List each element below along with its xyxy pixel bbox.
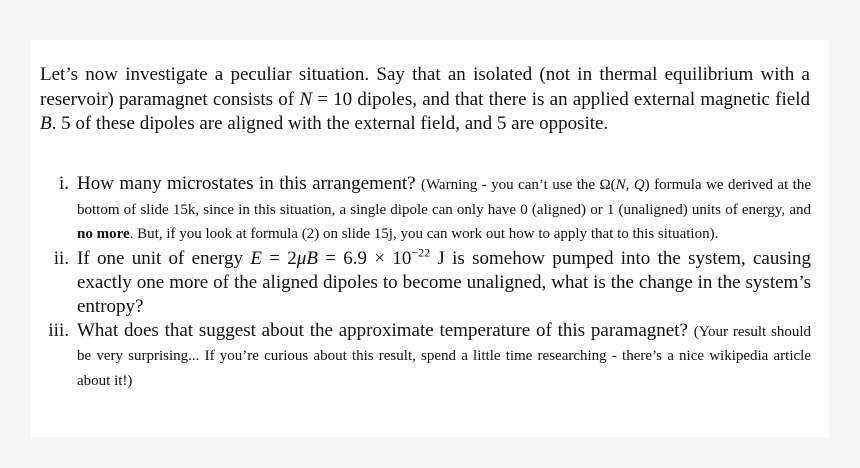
question-main: How many microstates in this arrangement?: [77, 173, 421, 194]
question-text: [77, 319, 811, 394]
question-iii: [31, 319, 811, 394]
question-number: i.: [58, 173, 69, 194]
bold-emphasis: no more: [77, 226, 130, 242]
math-E: E: [250, 247, 262, 269]
question-text: [77, 172, 811, 247]
question-note: (Warning - you can’t use the Ω(N, Q) formula we derived at the bottom of slide 15k, since in this situation, a single dipole can only have 0 (aligned) or 1 (unaligned) units of energy, and no more. But, if you look at formula (2) on slide 15j, you can work out how to apply that to this situation).: [77, 177, 812, 242]
intro-text-2: = 10 dipoles, and that there is an applied external magnetic field: [312, 88, 810, 110]
question-number: iii.: [48, 319, 69, 341]
question-number: ii.: [53, 247, 69, 269]
question-main: What does that suggest about the approximate temperature of this paramagnet?: [77, 319, 694, 341]
exponent: −22: [411, 245, 431, 260]
math-B: B: [40, 113, 52, 134]
question-list: [31, 172, 811, 393]
math-N: N: [299, 88, 313, 110]
question-i: [31, 172, 811, 247]
document-page: [31, 40, 829, 437]
question-text: If one unit of energy $E = 2\mu B = 6.9 \times 10^{-22}$ J is somehow pumped into the system, causing exactly one more of the aligned dipoles to become unaligned, what is the change in the system’s entropy?: [77, 245, 811, 317]
question-note: (Your result should be very surprising... If you’re curious about this result, spend a little time researching - there’s a nice wikipedia article about it!): [77, 323, 811, 389]
math-B: B: [306, 247, 318, 269]
question-ii: [31, 247, 811, 319]
math-mu: μ: [296, 247, 307, 269]
intro-text-1: Let’s now investigate a peculiar situation. Say that an isolated (not in thermal equilibrium with a reservoir) paramagnet consists of: [40, 64, 810, 110]
intro-text-3: . 5 of these dipoles are aligned with the external field, and 5 are opposite.: [51, 113, 609, 134]
intro-paragraph: [40, 63, 810, 137]
